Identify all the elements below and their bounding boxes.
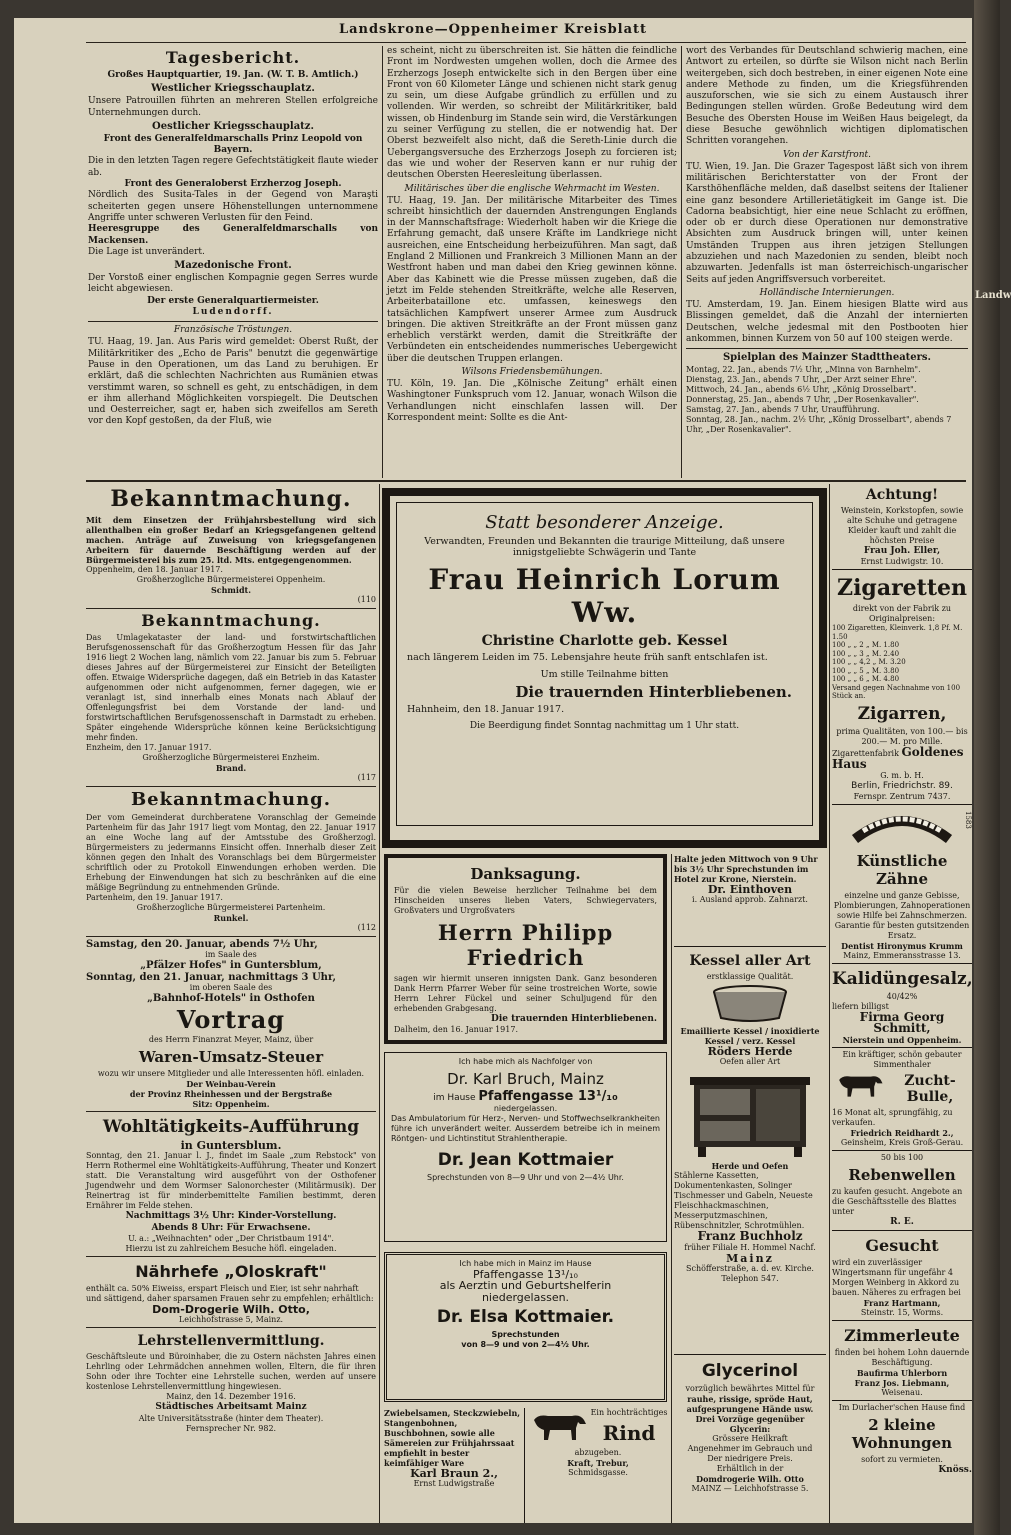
masthead-title: Landskrone—Oppenheimer Kreisblatt [338, 22, 648, 37]
zimmer-text: finden bei hohem Lohn dauernde Beschäftigung. [834, 1347, 970, 1367]
kessel-addr: Schöfferstraße, a. d. ev. Kirche. [686, 1263, 814, 1273]
zig-row: 100 „ „ 3 „ M. 2.40 [832, 649, 900, 658]
kessel-ad [674, 950, 826, 1355]
bruch-line2: niedergelassen. [493, 1104, 558, 1114]
kessel-sub: erstklassige Qualität. [706, 972, 794, 981]
vortrag-line: Sonntag, den 21. Januar, nachmittags 3 Uhr, [86, 971, 336, 983]
column-2 [387, 46, 677, 478]
gly-text2: rauhe, rissige, spröde Haut, aufgesprungene Hände usw. [686, 1394, 814, 1414]
wohnung-line2: sofort zu vermieten. [861, 1454, 943, 1464]
col3-text3: TU. Amsterdam, 19. Jan. Einem hiesigen Blatte wird aus Blissingen gemeldet, daß die Anzahl der internierten Deutschen, welche jedesmal mit den Postbooten hier ankommen, binnen Kurzem von 50 auf 100 steigen werde. [686, 299, 968, 344]
vortrag-subject: Waren-Umsatz-Steuer [138, 1048, 324, 1067]
kessel-items1: Emaillierte Kessel / inoxidierte Kessel / verz. Kessel [680, 1026, 820, 1046]
zig-sub2: prima Qualitäten, von 100.— bis 200.— M. pro Mille. [836, 726, 968, 746]
bekanntmachung-2 [86, 611, 376, 787]
right-ads-column [832, 484, 972, 1524]
anzeige-intro: Verwandten, Freunden und Bekannten die traurige Mitteilung, daß unsere innigstgeliebte Schwägerin und Tante [424, 536, 785, 559]
elsa-addr: Pfaffengasse 13¹/₁₀ [473, 1268, 578, 1281]
dank-text2: sagen wir hiermit unseren innigsten Dank. Ganz besonderen Dank Herrn Pfarrer Weber für seine trostreichen Worte, sowie Herrn Lehrer Fückel und seiner Schuljugend für den erhebenden Grabgesang. [394, 974, 657, 1013]
spielplan-line: Mittwoch, 24. Jan., abends 6½ Uhr, „König Drosselbart". [686, 385, 917, 395]
naehr-shop: Dom-Drogerie Wilh. Otto, [152, 1303, 310, 1317]
dateline: Großes Hauptquartier, 19. Jan. (W. T. B. Amtlich.) [107, 70, 359, 80]
bruch-text: Das Ambulatorium für Herz-, Nerven- und Stoffwechselkrankheiten führe ich unverändert weiter. Ausserdem betreibe ich in meinem Röntgen- und Lichtinstitut Strahlentherapie. [391, 1114, 660, 1144]
lehr-addr: Alte Universitätsstraße (hinter dem Theater). [138, 1413, 324, 1423]
wohnung-name: Knöss. [938, 1464, 972, 1475]
achtung-ad [832, 487, 972, 570]
col2-text1: es scheint, nicht zu überschreiten ist. Sie hätten die feindliche Front im Nordwesten umgehen wollen, doch die Armee des Erzherzogs Joseph entwickelte sich in den Bergen über eine Front von 60 Kilometer Länge und schienen nicht stark genug zu sein, um diese Aufgabe gründlich zu erfüllen und zu vollenden. Wir werden, so schreibt der Militärkritiker, bald wissen, ob Hindenburg im Stande sein wird, die Verstärkungen zu seiner Verfügung zu stellen, die er notwendig hat. Der Oberst bezweifelt also nicht, daß die Sereth-Linie durch die Uebergangsversuche des Erzherzogs Joseph zu forcieren ist; das wie und woher der Reserven kann er nur ruhig der deutschen Obersten Heeresleitung überlassen. [387, 46, 677, 181]
zigaretten-ad [832, 570, 972, 805]
kessel-city: Mainz [726, 1251, 774, 1265]
bulle-name: Friedrich Reidhardt 2., [850, 1127, 954, 1138]
kessel-phone: Telephon 547. [721, 1273, 779, 1283]
gly-text3: Drei Vorzüge gegenüber Glycerin: [695, 1414, 805, 1434]
dank-text1: Für die vielen Beweise herzlicher Teilnahme bei dem Hinscheiden unseres lieben Vaters, Schwiegervaters, Großvaters und Urgroßvaters [394, 886, 657, 915]
bruch-doctor: Dr. Jean Kottmaier [437, 1150, 614, 1171]
col3-heading2: Von der Karstfront. [783, 149, 871, 160]
signature-name: Ludendorff. [192, 307, 274, 318]
section-rule [86, 480, 966, 482]
dank-date: Dalheim, den 16. Januar 1917. [394, 1025, 518, 1035]
kali-name: Firma Georg Schmitt, [859, 1010, 945, 1036]
zig-row: 100 „ „ 5 „ M. 3.80 [832, 666, 900, 675]
bekanntmachung-3 [86, 789, 376, 937]
lehr-date: Mainz, den 14. Dezember 1916. [166, 1392, 296, 1402]
vortrag-line: im Saale des [205, 950, 257, 960]
gly-seller: Erhältlich in der [716, 1464, 784, 1473]
fr-heading: Französische Tröstungen. [173, 325, 293, 336]
bek3-sign: Runkel. [213, 913, 249, 923]
ad-number: (110 [357, 595, 376, 604]
west-text: Unsere Patrouillen führten an mehreren Stellen erfolgreiche Unternehmungen durch. [88, 96, 378, 118]
vortrag-line: Samstag, den 20. Januar, abends 7½ Uhr, [86, 939, 318, 950]
zig-row: 100 Zigaretten, Kleinverk. 1,8 Pf. M. 1.50 [832, 624, 963, 641]
naehr-text: enthält ca. 50% Eiweiss, erspart Fleisch und Eier, ist sehr nahrhaft und sättigend, daher sparsamen Frauen sehr zu empfehlen; erhältlich: [86, 1284, 374, 1304]
rind-line2: abzugeben. [574, 1448, 622, 1457]
lehr-text: Geschäftsleute und Büroinhaber, die zu Ostern nächsten Jahres einen Lehrling oder Lehrmädchen annehmen wollen, Eltern, die für ihren Sohn oder ihre Tochter eine Lehrstelle suchen, werden auf unsere kostenlose Lehrstellenvermittlung hingewiesen. [86, 1352, 376, 1392]
kessel-items2: Stählerne Kassetten, Dokumentenkasten, Solinger Tischmesser und Gabeln, Neueste Fleischhackmaschinen, Messerputzmaschinen, Rübenschnitzler, Schrotmühlen. [674, 1171, 813, 1231]
zaehne-addr: Mainz, Emmeransstrasse 13. [843, 951, 961, 961]
zaehne-title: Künstliche Zähne [856, 852, 948, 889]
dank-title: Danksagung. [470, 865, 581, 883]
rind-ad [528, 1408, 668, 1523]
zaehne-ad [832, 805, 972, 964]
fr-text: TU. Haag, 19. Jan. Aus Paris wird gemeldet: Oberst Rußt, der Militärkritiker des „Echo de Paris" benutzt die gegenwärtige Pause in den Operationen, um das Land zu beruhigen. Er erklärt, daß die schlechten Nachrichten aus Rumänien etwas verstimmt waren, so schnell es geht, zu entschädigen, in dem er ihm allerhand Möglichkeiten vorspiegelt. Die Deutschen und Oesterreicher, sagt er, haben sich zweifellos am Sereth vor den Kopf gestoßen, da der Fluß, wie [88, 337, 378, 427]
col2-text3: TU. Köln, 19. Jan. Die „Kölnische Zeitung" erhält einen Washingtoner Funkspruch vom 12. Januar, wonach Wilson die Verhandlungen nicht einschlafen lassen will. Der Korrespondent meint: Sollte es die Ant- [387, 379, 677, 423]
elsa-line1: Ich habe mich in Mainz im Hause [459, 1259, 592, 1268]
anzeige-head: Statt besonderer Anzeige. [485, 512, 724, 533]
naehr-title: Nährhefe „Oloskraft" [135, 1262, 327, 1282]
gesucht-name: Franz Hartmann, [863, 1297, 941, 1308]
spielplan-heading: Spielplan des Mainzer Stadttheaters. [722, 352, 932, 364]
bruch-line [391, 1091, 660, 1104]
reben-text: zu kaufen gesucht. Angebote an die Geschäftsstelle des Blattes unter [832, 1186, 963, 1216]
lehr-org: Städtisches Arbeitsamt Mainz [155, 1402, 307, 1413]
rule [686, 348, 968, 349]
binding-gutter [974, 0, 1000, 1535]
gly-v1: Grössere Heilkraft [712, 1434, 788, 1443]
wohl-line: U. a.: „Weihnachten" oder „Der Christbaum 1914". [128, 1234, 334, 1244]
anzeige-sign: Die trauernden Hinterbliebenen. [515, 683, 792, 702]
kessel-title: Kessel aller Art [689, 953, 811, 969]
column-rule [382, 46, 383, 478]
elsa-line2: als Aerztin und Geburtshelferin [439, 1279, 612, 1293]
front2-heading: Front des Generaloberst Erzherzog Joseph. [124, 179, 342, 190]
zig-fabrik: Zigarettenfabrik [832, 748, 899, 758]
front2-text: Nördlich des Susita-Tales in der Gegend von Maraşti scheiterten gegen unsere Höhenstellungen unternommene Angriffe unter schweren Verlusten für den Feind. [88, 190, 378, 223]
naehr-addr: Leichhofstrasse 5, Mainz. [178, 1315, 284, 1325]
rind-name: Kraft, Trebur, [567, 1458, 629, 1468]
anzeige-date: Hahnheim, den 18. Januar 1917. [407, 704, 565, 716]
bruch-hours: Sprechstunden von 8—9 Uhr und von 2—4½ Uhr. [427, 1173, 624, 1183]
anzeige-name: Frau Heinrich Lorum Ww. [428, 562, 781, 629]
front1-heading: Front des Generalfeldmarschalls Prinz Leopold von Bayern. [103, 133, 363, 156]
gly-v3: Der niedrigere Preis. [707, 1454, 793, 1463]
danksagung-ad [384, 854, 667, 1044]
bruch-intro: Ich habe mich als Nachfolger von [458, 1057, 593, 1066]
zwiebel-name: Karl Braun 2., [410, 1467, 498, 1480]
kessel-shop: Franz Buchholz [697, 1229, 803, 1244]
spielplan-line: Dienstag, 23. Jan., abends 7 Uhr, „Der Arzt seiner Ehre". [686, 375, 917, 385]
column-rule [681, 46, 682, 478]
gesucht-ad [832, 1231, 972, 1321]
wohl-text: Sonntag, den 21. Januar l. J., findet im Saale „zum Rebstock" von Herrn Rothermel eine Wohltätigkeits-Aufführung, Theater und Konzert statt. Die Veranstaltung wird ausgeführt von der Osthofener Jugendwehr und dem Wormser Salonorchester (Militärmusik). Der Reinertrag ist für minderbemittelte Familien bestimmt, deren Ernährer im Felde stehen. [86, 1151, 376, 1211]
einthoven-name: Dr. Einthoven [707, 883, 793, 896]
vortrag-line: „Pfälzer Hofes" in Guntersblum, [140, 960, 322, 972]
wohnung-title: 2 kleine Wohnungen [851, 1415, 953, 1452]
anzeige-bitte: Um stille Teilnahme bitten [540, 668, 669, 680]
zig-title2: Zigarren, [857, 703, 947, 724]
kali-ad [832, 964, 972, 1048]
zimmerleute-ad [832, 1321, 972, 1401]
bek2-authority: Großherzogliche Bürgermeisterei Enzheim. [142, 753, 320, 762]
zig-addr: Berlin, Friedrichstr. 89. [851, 780, 953, 791]
tagesbericht-column [88, 46, 378, 478]
bek3-authority: Großherzogliche Bürgermeisterei Partenheim. [136, 903, 326, 912]
zig-title: Zigaretten [837, 575, 967, 602]
col2-heading3: Wilsons Friedensbemühungen. [461, 367, 603, 378]
zwiebel-addr: Ernst Ludwigstraße [413, 1479, 495, 1489]
bek3-date: Partenheim, den 19. Januar 1917. [86, 893, 223, 902]
bruch-name: Dr. Karl Bruch, Mainz [447, 1070, 604, 1088]
zig-versand: Versand gegen Nachnahme von 100 Stück an. [832, 683, 961, 701]
zimmer-addr: Weisenau. [881, 1387, 923, 1397]
rind-addr: Schmidsgasse. [568, 1468, 628, 1477]
vortrag-title: Vortrag [176, 1005, 286, 1035]
vortrag-line: „Bahnhof-Hotels" in Osthofen [147, 992, 315, 1004]
lehr-phone: Fernsprecher Nr. 982. [185, 1423, 277, 1433]
wohl-title: Wohltätigkeits-Aufführung [102, 1117, 360, 1138]
bek1-authority: Großherzogliche Bürgermeisterei Oppenheim. [136, 575, 326, 584]
elsa-kottmaier-ad [384, 1252, 667, 1402]
spielplan-line: Sonntag, 28. Jan., nachm. 2½ Uhr, „König Drosselbart", abends 7 Uhr, „Der Rosenkavalier". [686, 415, 952, 435]
bek2-date: Enzheim, den 17. Januar 1917. [86, 743, 212, 752]
wohnung-line1: Im Durlacher'schen Hause find [838, 1402, 966, 1412]
left-ads-column [86, 484, 376, 1524]
edge-text: Landw [975, 290, 1011, 301]
lehrstellen-ad [86, 1328, 376, 1435]
bek2-title: Bekanntmachung. [141, 611, 321, 630]
zwiebel-ad [384, 1408, 525, 1523]
wohl-line: Hierzu ist zu zahlreichem Besuche höfl. eingeladen. [125, 1244, 337, 1254]
maz-heading: Mazedonische Front. [174, 260, 292, 272]
front1-text: Die in den letzten Tagen regere Gefechtstätigkeit flaute wieder ab. [88, 156, 378, 178]
reben-head: 50 bis 100 [880, 1152, 924, 1162]
glycerinol-ad [674, 1358, 826, 1523]
vortrag-ad [86, 937, 376, 1112]
ad-number: (112 [357, 923, 376, 932]
reben-title: Rebenwellen [848, 1165, 956, 1184]
col3-text2: TU. Wien, 19. Jan. Die Grazer Tagespost läßt sich von ihrem militärischen Berichterstatter von der Front der Karsthöhenfläche melden, daß daselbst seitens der Italiener eine ganz besondere Artillerietätigkeit im Gange ist. Die Cadorna beabsichtigt, hier eine neue Schlacht zu eröffnen, oder ob er durch diese Operationen nur demonstrative Absichten zum Ausdruck bringen will, unter keinen Umständen Truppen aus ihren jetzigen Stellungen abzuziehen und nach Mazedonien zu senden, bleibt noch abzuwarten. Jedenfalls ist man österreichisch-ungarischer Seits auf jeden Angriffsversuch vorbereitet. [686, 161, 968, 285]
stove-icon [680, 1069, 820, 1159]
achtung-title: Achtung! [865, 487, 939, 503]
column-rule [379, 484, 380, 1523]
naehrhefe-ad [86, 1257, 376, 1328]
gly-shop: Domdrogerie Wilh. Otto [696, 1474, 804, 1484]
zig-line [832, 744, 972, 771]
newspaper-page [14, 18, 972, 1523]
spielplan-line: Montag, 22. Jan., abends 7½ Uhr, „Minna von Barnhelm". [686, 365, 921, 375]
vortrag-org: der Provinz Rheinhessen und der Bergstraße [129, 1089, 333, 1100]
bek1-text: Mit dem Einsetzen der Frühjahrsbestellung wird sich allenthalben ein großer Bedarf an Kriegsgefangenen geltend machen. Anträge auf Zuweisung von kriegsgefangenen Arbeitern für dauernde Beschäftigung werden auf der Bürgermeisterei bis zum 25. ltd. Mts. entgegengenommen. [86, 515, 376, 565]
gesucht-text: wird ein zuverlässiger Wingertsmann für ungefähr 4 Morgen Weinberg in Akkord zu bauen. Näheres zu erfragen bei [832, 1257, 961, 1297]
gesucht-addr: Steinstr. 15, Worms. [860, 1307, 944, 1317]
kettle-icon [705, 984, 795, 1024]
spielplan-line: Donnerstag, 25. Jan., abends 7 Uhr, „Der Rosenkavalier". [686, 395, 919, 405]
bek3-text: Der vom Gemeinderat durchberatene Voranschlag der Gemeinde Partenheim für das Jahr 1917 liegt vom Montag, den 22. Januar 1917 an eine Woche lang auf der Amtsstube des Großherzogl. Bürgermeisters zu jedermanns Einsicht offen. Innerhalb dieser Zeit können gegen den Inhalt des Voranschlags bei dem Bürgermeister schriftlich oder zu Protokoll Einwendungen erhoben werden. Die Erhebung der Einwendungen hat sich zu beschränken auf die eine mäßige Begründung zu entnehmenden Gründe. [86, 813, 376, 892]
einthoven-title: i. Ausland approb. Zahnarzt. [692, 895, 808, 905]
kessel-herde: Röders Herde [707, 1045, 793, 1058]
zimmer-name: Franz Jos. Liebmann, [854, 1377, 950, 1388]
bulle-ad [832, 1048, 972, 1151]
bek1-sign: Schmidt. [210, 585, 252, 595]
bull-icon [832, 1070, 888, 1100]
zig-row: 100 „ „ 2 „ M. 1.80 [832, 641, 900, 650]
bek1-date: Oppenheim, den 18. Januar 1917. [86, 565, 223, 574]
col2-text2: TU. Haag, 19. Jan. Der militärische Mitarbeiter des Times schreibt hinsichtlich der dauernden Anstrengungen Englands in der Mannschaftsfrage: Wiederholt haben wir die Kriege die Erfahrung gemacht, daß unsere Kräfte im Landkriege nicht ausreichen, eine Entscheidung herbeizuführen. Man sagt, daß England 2 Millionen und Frankreich 3 Millionen Mann an der Westfront haben und man dabei den Krieg gewinnen könne. Aber das Kabinett wie die Presse müssen zugeben, daß die jetzt im Felde stehenden Streitkräfte, welche alle Reserven, Arbeiterbataillone etc. umfassen, keineswegs den tatsächlichen Kampfwert unserer Armee zum Ausdruck bringen. Die aktiven Streitkräfte an der Front müssen ganz erheblich verstärkt werden, damit die Streitkräfte der Verbündeten ein entscheidendes nummerisches Uebergewicht über die deutschen Truppen erlangen. [387, 195, 677, 364]
rind-title: Rind [602, 1421, 656, 1445]
bulle-title: Zucht-Bulle, [904, 1072, 956, 1105]
zimmer-title: Zimmerleute [844, 1325, 960, 1345]
elsa-line3: niedergelassen. [481, 1290, 570, 1304]
zwiebel-text: Zwiebelsamen, Steckzwiebeln, Stangenbohnen, Buschbohnen, sowie alle Sämereien zur Frühjahrssaat empfiehlt in bester keimfähiger Ware [384, 1408, 521, 1468]
gesucht-title: Gesucht [865, 1235, 939, 1255]
signature-title: Der erste Generalquartiermeister. [147, 295, 319, 306]
anzeige-funeral: Die Beerdigung findet Sonntag nachmittag um 1 Uhr statt. [469, 721, 740, 732]
einthoven-ad [674, 854, 826, 947]
tagesbericht-title: Tagesbericht. [165, 48, 301, 67]
west-heading: Westlicher Kriegsschauplatz. [151, 83, 315, 95]
ad-number: (117 [357, 773, 376, 782]
zig-gmbh: G. m. b. H. [880, 770, 924, 780]
maz-text: Der Vorstoß einer englischen Kompagnie gegen Serres wurde leicht abgewiesen. [88, 273, 378, 295]
masthead [14, 22, 972, 37]
bek2-text: Das Umlagekataster der land- und forstwirtschaftlichen Berufsgenossenschaft für das Großherzogtum Hessen für das Jahr 1916 liegt 2 Wochen lang, nämlich vom 22. Januar bis zum 5. Februar dieses Jahres auf der Bürgermeisterei zur Einsicht der Beteiligten offen. Etwaige Widersprüche dagegen, daß ein Betrieb in das Kataster aufgenommen oder nicht aufgenommen, ferner dagegen, wie er veranlagt ist, sind innerhalb eines Monats nach Ablauf der Offenlegungsfrist bei dem Vorstande der land- und forstwirtschaftlichen Berufsgenossenschaft in Darmstadt zu erheben. Später eingehende Widersprüche können keine Berücksichtigung mehr finden. [86, 633, 376, 742]
elsa-name: Dr. Elsa Kottmaier. [436, 1306, 615, 1327]
vortrag-line: im oberen Saale des [189, 982, 273, 992]
column-3 [686, 46, 968, 478]
achtung-text: Weinstein, Korkstopfen, sowie alte Schuhe und getragene Kleider kauft und zahlt die höchsten Preise [840, 506, 964, 545]
lehr-title: Lehrstellenvermittlung. [137, 1333, 325, 1350]
rind-line1: Ein hochträchtiges [590, 1408, 668, 1417]
zaehne-side: 1583 [964, 811, 972, 829]
column-rule [829, 484, 830, 1523]
zig-sub: direkt von der Fabrik zu Originalpreisen: [852, 604, 952, 624]
death-notice-frame [382, 488, 827, 848]
zaehne-name: Dentist Hironymus Krumm [841, 941, 963, 952]
kali-text: liefern billigst [832, 1002, 889, 1012]
zig-row: 100 „ „ 4,2 „ M. 3.20 [832, 658, 906, 667]
ost-heading: Oestlicher Kriegsschauplatz. [152, 120, 314, 132]
bek2-sign: Brand. [215, 763, 247, 773]
front3-heading: Heeresgruppe des Generalfeldmarschalls von Mackensen. [88, 224, 378, 246]
col3-text1: wort des Verbandes für Deutschland schwierig machen, eine Antwort zu erteilen, so dürfte sie Wilson nicht nach Berlin weitergeben, sich doch bestreben, in einer eigenen Note eine andere Methode zu finden, um die Kriegsführenden auszuforschen, wie sie sich zu einem Austausch ihrer Bedingungen stellen würden. Große Bedeutung wird dem Besuche des Obersten House im Weißen Haus beigelegt, da diese Besuche gewöhnlich wichtigen diplomatischen Schritten vorangehen. [686, 46, 968, 147]
gly-text1: vorzüglich bewährtes Mittel für [685, 1384, 815, 1393]
col2-heading2: Militärisches über die englische Wehrmacht im Westen. [404, 183, 660, 194]
zig-brand: Goldenes Haus [832, 744, 964, 771]
bulle-line1: Ein kräftiger, schön gebauter Simmenthaler [842, 1049, 962, 1069]
wohl-place: in Guntersblum. [180, 1139, 282, 1153]
vortrag-line: des Herrn Finanzrat Meyer, Mainz, über [148, 1035, 314, 1045]
reben-code: R. E. [890, 1216, 914, 1227]
wohl-line: Nachmittags 3½ Uhr: Kinder-Vorstellung. [125, 1211, 337, 1222]
vortrag-org: Sitz: Oppenheim. [192, 1099, 270, 1110]
bruch-addr: Pfaffengasse 13¹/₁₀ [478, 1089, 618, 1104]
wohltaetigkeit-ad [86, 1112, 376, 1257]
wohnung-ad [832, 1401, 972, 1478]
anzeige-text: nach längerem Leiden im 75. Lebensjahre heute früh sanft entschlafen ist. [407, 651, 768, 663]
cow-icon [528, 1408, 590, 1444]
gly-v2: Angenehmer im Gebrauch und [687, 1444, 813, 1453]
achtung-addr: Ernst Ludwigstr. 10. [860, 557, 944, 567]
col3-heading3: Holländische Internierungen. [759, 287, 895, 298]
reben-ad [832, 1151, 972, 1231]
anzeige-born: Christine Charlotte geb. Kessel [481, 632, 728, 649]
dank-sign: Die trauernden Hinterbliebenen. [491, 1014, 657, 1024]
bek3-title: Bekanntmachung. [130, 789, 332, 810]
vortrag-line: wozu wir unsere Mitglieder und alle Interessenten höfl. einladen. [97, 1069, 365, 1079]
achtung-name: Frau Joh. Eller, [863, 546, 941, 556]
zaehne-text: einzelne und ganze Gebisse, Plombierungen, Zahnoperationen sowie Hilfe bei Zahnschmerzen. Garantie für besten gutsitzenden Ersatz. [833, 891, 971, 941]
elsa-hours-head: Sprechstunden [491, 1329, 560, 1339]
gly-addr: MAINZ — Leichhofstrasse 5. [691, 1484, 809, 1493]
column-rule [671, 854, 672, 1523]
bekanntmachung-1 [86, 486, 376, 609]
kali-title: Kalidüngesalz, [832, 969, 973, 990]
bek1-title: Bekanntmachung. [110, 486, 352, 512]
death-notice [396, 502, 813, 826]
wohl-line: Abends 8 Uhr: Für Erwachsene. [151, 1222, 311, 1233]
bruch-line1: im Hause [433, 1093, 476, 1103]
header-rule [86, 42, 966, 43]
bruch-ad [384, 1052, 667, 1242]
kali-sub: 40/42% [886, 992, 918, 1002]
kessel-oefen: Oefen aller Art [719, 1057, 781, 1067]
zig-row: 100 „ „ 6 „ M. 4.80 [832, 675, 900, 684]
zimmer-firm: Baufirma Uhlerborn [856, 1367, 948, 1378]
rule [88, 321, 378, 322]
kessel-former: früher Filiale H. Hommel Nachf. [684, 1242, 816, 1252]
zig-phone: Fernspr. Zentrum 7437. [853, 792, 951, 802]
elsa-hours: von 8—9 und von 2—4½ Uhr. [461, 1339, 590, 1349]
spielplan-line: Samstag, 27. Jan., abends 7 Uhr, Uraufführung. [686, 405, 880, 415]
vortrag-org: Der Weinbau-Verein [186, 1079, 276, 1090]
teeth-icon [847, 809, 957, 849]
bulle-text: 16 Monat alt, sprungfähig, zu verkaufen. [832, 1107, 953, 1127]
kessel-stove-label: Herde und Oefen [711, 1161, 789, 1172]
bulle-addr: Geinsheim, Kreis Groß-Gerau. [840, 1137, 964, 1147]
kali-addr: Nierstein und Oppenheim. [842, 1034, 962, 1045]
front3-text: Die Lage ist unverändert. [88, 246, 205, 257]
gly-title: Glycerinol [701, 1361, 799, 1381]
einthoven-text: Halte jeden Mittwoch von 9 Uhr bis 3½ Uhr Sprechstunden im Hotel zur Krone, Nierstein. [674, 854, 818, 884]
dank-name: Herrn Philipp Friedrich [437, 920, 614, 970]
